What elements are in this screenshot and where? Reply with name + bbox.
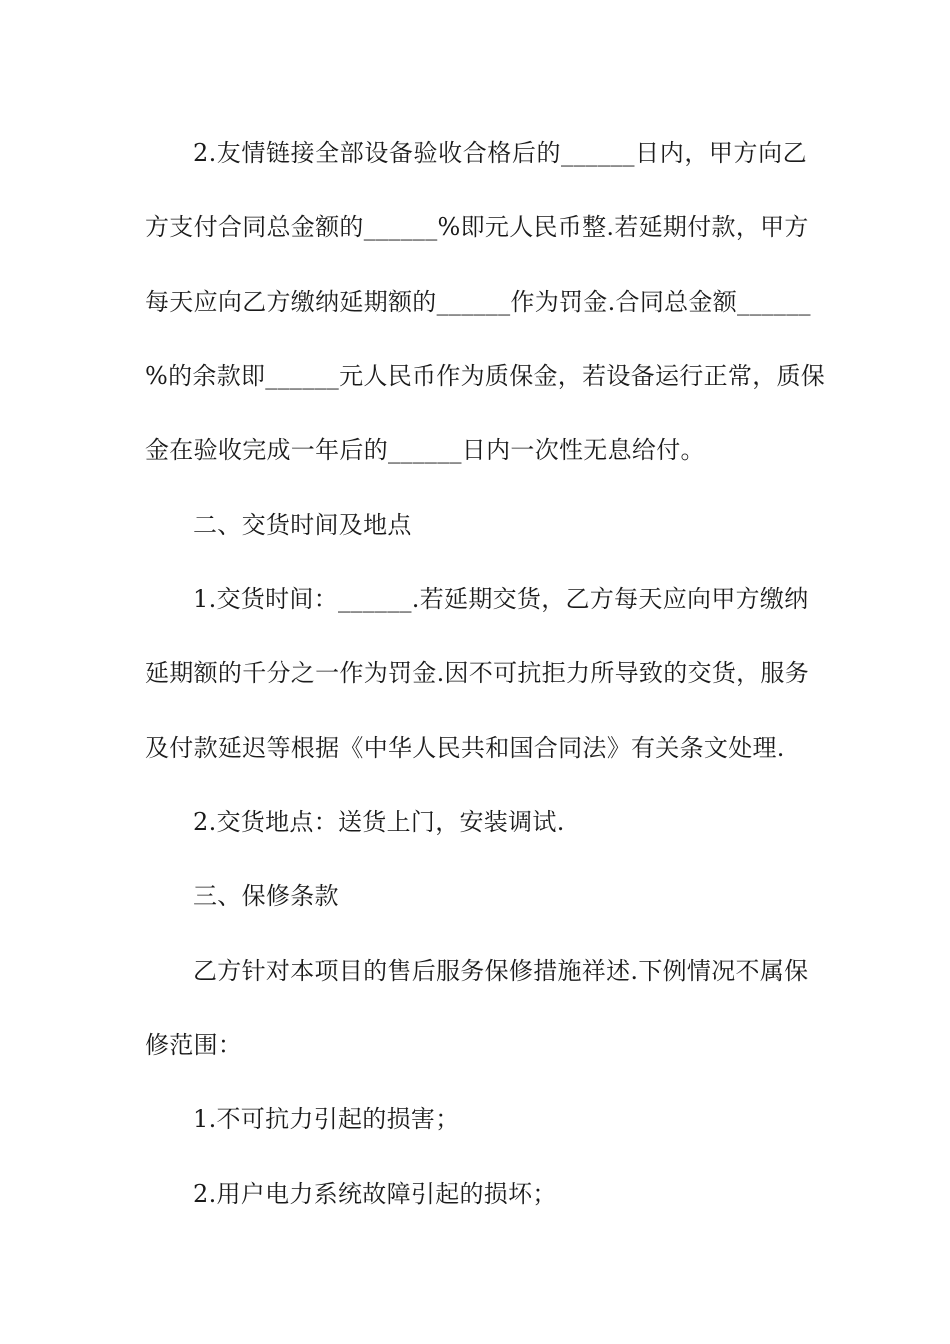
text-line: 及付款延迟等根据《中华人民共和国合同法》有关条文处理. bbox=[145, 734, 785, 762]
section-heading-warranty: 三、保修条款 bbox=[193, 882, 339, 910]
text-line: 1.交货时间：______.若延期交货，乙方每天应向甲方缴纳 bbox=[193, 585, 809, 613]
text-line: 金在验收完成一年后的______日内一次性无息给付。 bbox=[145, 436, 705, 464]
text-line: 每天应向乙方缴纳延期额的______作为罚金.合同总金额______ bbox=[145, 288, 811, 316]
section-heading-delivery: 二、交货时间及地点 bbox=[193, 511, 412, 539]
warranty-exclusion-item: 2.用户电力系统故障引起的损坏； bbox=[193, 1180, 557, 1208]
text-line: 2.友情链接全部设备验收合格后的______日内，甲方向乙 bbox=[193, 139, 807, 167]
warranty-exclusion-item: 1.不可抗力引起的损害； bbox=[193, 1105, 460, 1133]
text-line: 延期额的千分之一作为罚金.因不可抗拒力所导致的交货，服务 bbox=[145, 659, 810, 687]
text-line: 修范围： bbox=[145, 1031, 243, 1059]
delivery-location-paragraph: 2.交货地点：送货上门，安装调试. bbox=[193, 808, 565, 836]
text-line: 方支付合同总金额的______%即元人民币整.若延期付款，甲方 bbox=[145, 213, 809, 241]
text-line: %的余款即______元人民币作为质保金，若设备运行正常，质保 bbox=[145, 362, 826, 390]
text-line: 乙方针对本项目的售后服务保修措施祥述.下例情况不属保 bbox=[193, 957, 809, 985]
